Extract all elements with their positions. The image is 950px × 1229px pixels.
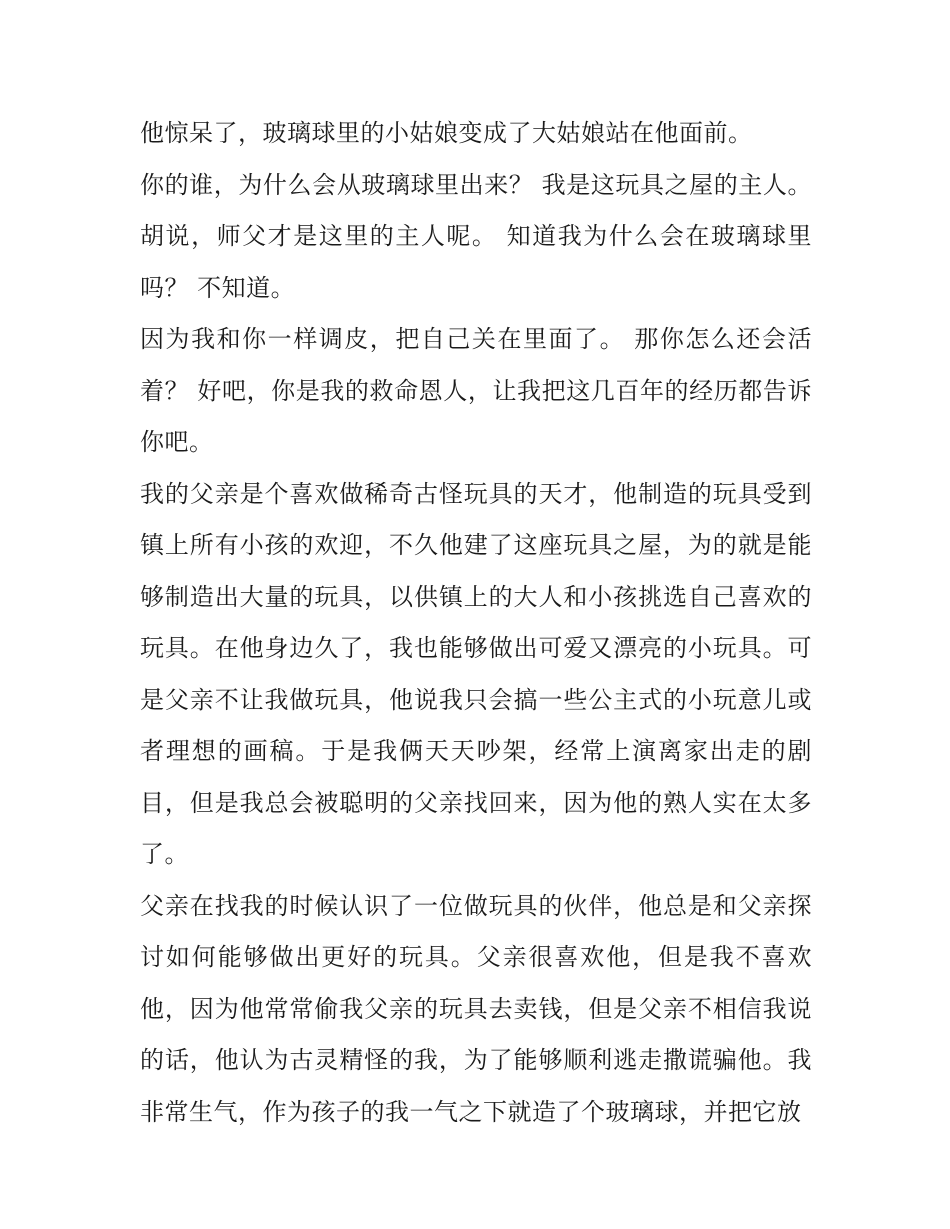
paragraph: 你的谁，为什么会从玻璃球里出来？ 我是这玩具之屋的主人。 胡说，师父才是这里的主人呢。 知道我为什么会在玻璃球里吗？ 不知道。	[140, 170, 812, 302]
paragraph: 父亲在找我的时候认识了一位做玩具的伙伴，他总是和父亲探讨如何能够做出更好的玩具。父亲很喜欢他，但是我不喜欢他，因为他常常偷我父亲的玩具去卖钱，但是父亲不相信我说的话，他认为古灵精怪的我，为了能够顺利逃走撒谎骗他。我非常生气，作为孩子的我一气之下就造了个玻璃球，并把它放	[140, 891, 812, 1126]
paragraph: 我的父亲是个喜欢做稀奇古怪玩具的天才，他制造的玩具受到镇上所有小孩的欢迎，不久他建了这座玩具之屋，为的就是能够制造出大量的玩具，以供镇上的大人和小孩挑选自己喜欢的玩具。在他身边久了，我也能够做出可爱又漂亮的小玩具。可是父亲不让我做玩具，他说我只会搞一些公主式的小玩意儿或者理想的画稿。于是我俩天天吵架，经常上演离家出走的剧目，但是我总会被聪明的父亲找回来，因为他的熟人实在太多了。	[140, 479, 812, 868]
paragraph: 他惊呆了，玻璃球里的小姑娘变成了大姑娘站在他面前。	[140, 119, 753, 147]
document-body	[140, 108, 812, 1138]
paragraph: 因为我和你一样调皮，把自己关在里面了。 那你怎么还会活着？ 好吧，你是我的救命恩人，让我把这几百年的经历都告诉你吧。	[140, 325, 812, 456]
